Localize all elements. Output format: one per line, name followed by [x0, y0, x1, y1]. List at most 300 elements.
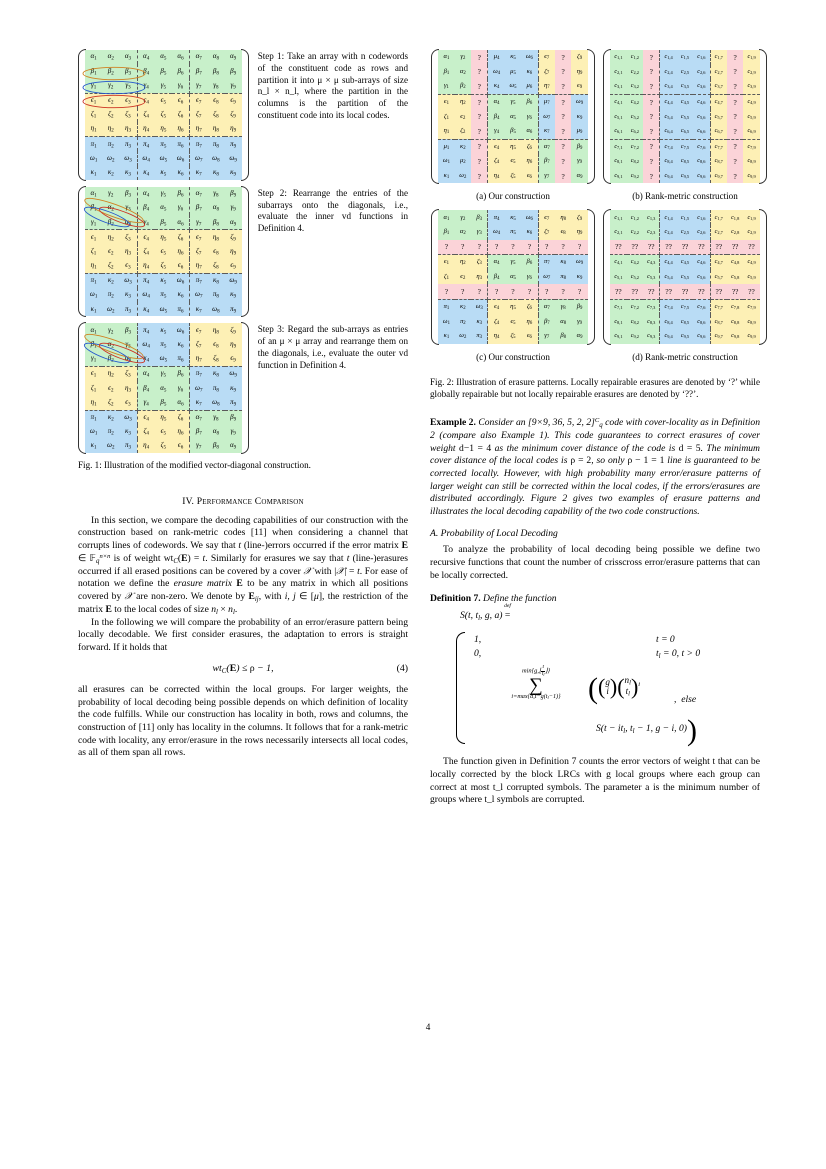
matrix-cell: $\pi_9$	[225, 137, 242, 152]
matrix-cell: $\omega_8$	[207, 395, 224, 410]
matrix-cell: ??	[710, 240, 727, 255]
matrix-cell: ϵ8	[555, 225, 571, 240]
matrix-cell: c5,1	[610, 109, 626, 124]
matrix-row	[85, 122, 242, 137]
matrix-cell: ζ6	[521, 139, 538, 154]
matrix-cell: $\gamma_5$	[155, 366, 172, 381]
matrix-cell: ?	[471, 284, 488, 299]
matrix-cell: c4,6	[693, 94, 710, 109]
matrix-cell: ??	[677, 240, 693, 255]
left-paren	[603, 49, 611, 184]
matrix-cell: $\zeta_3$	[119, 366, 137, 381]
matrix-row	[85, 395, 242, 410]
matrix-cell: $\beta_3$	[119, 187, 137, 201]
left-paren	[78, 49, 86, 181]
matrix-cell: η2	[455, 94, 471, 109]
matrix-cell: ?	[643, 169, 660, 184]
matrix-cell: $\gamma_7$	[190, 439, 208, 453]
matrix-cell: c2,1	[610, 65, 626, 80]
figure2-panel-b-label: (b) Rank-metric construction	[632, 191, 738, 202]
matrix-cell: c7,9	[743, 139, 759, 154]
matrix-cell: c7,2	[627, 299, 643, 314]
matrix-cell: $\epsilon_9$	[225, 93, 242, 108]
matrix-cell: κ5	[505, 210, 521, 225]
matrix-cell: $\gamma_2$	[102, 323, 119, 337]
matrix-cell: $\pi_5$	[155, 338, 172, 352]
matrix-cell: $\gamma_4$	[137, 215, 155, 230]
matrix-row	[85, 151, 242, 165]
matrix-cell: ϵ6	[521, 169, 538, 184]
matrix-cell: $\zeta_1$	[85, 244, 102, 258]
matrix-cell: ϵ5	[505, 315, 521, 330]
matrix-cell: γ8	[555, 299, 571, 314]
matrix-row	[85, 64, 242, 78]
matrix-cell: ?	[488, 284, 505, 299]
matrix-cell: c8,5	[677, 154, 693, 169]
equation-4	[78, 663, 408, 675]
matrix-cell: $\kappa_8$	[207, 366, 224, 381]
matrix-row	[85, 259, 242, 274]
matrix-cell: α2	[455, 65, 471, 80]
matrix-row	[610, 65, 760, 80]
matrix-cell: $\alpha_8$	[207, 50, 224, 64]
matrix-cell: ?	[643, 154, 660, 169]
matrix-cell: π5	[505, 225, 521, 240]
matrix-cell: $\beta_8$	[207, 64, 224, 78]
matrix-cell: β9	[571, 139, 587, 154]
matrix-cell: ζ4	[488, 315, 505, 330]
matrix-cell: $\pi_1$	[85, 137, 102, 152]
matrix-cell: ?	[555, 109, 571, 124]
matrix-cell: $\alpha_2$	[102, 50, 119, 64]
right-paren	[241, 322, 249, 454]
right-paren	[759, 49, 767, 184]
matrix-cell: π1	[438, 299, 454, 314]
matrix-cell: ω6	[521, 50, 538, 65]
matrix-cell: c9,5	[677, 329, 693, 344]
matrix-cell: $\zeta_5$	[155, 259, 172, 274]
matrix-cell: η5	[505, 299, 521, 314]
matrix-cell: $\omega_6$	[172, 273, 190, 288]
matrix-cell: $\kappa_1$	[85, 439, 102, 453]
figure2-caption: Fig. 2: Illustration of erasure patterns. Locally repairable erasures are denoted by ‘?’ while globally repairable but not locally repairable erasures are denoted by ‘??’.	[430, 376, 760, 399]
matrix-cell: c7,7	[710, 299, 727, 314]
matrix-cell: ??	[727, 240, 743, 255]
matrix-cell: π3	[471, 329, 488, 344]
fig1-step2-text: Step 2: Rearrange the entries of the subarrays onto the diagonals, i.e., evaluate the inner vd functions in Definition 4.	[257, 187, 408, 234]
matrix-cell: α9	[571, 329, 587, 344]
matrix-cell: ?	[555, 240, 571, 255]
matrix-cell: ?	[471, 65, 488, 80]
matrix-cell: c5,7	[710, 109, 727, 124]
matrix-cell: ?	[727, 65, 743, 80]
matrix-row	[85, 410, 242, 425]
matrix-cell: ??	[677, 284, 693, 299]
formula-else-label: , else	[674, 694, 697, 706]
matrix-cell: c1,5	[677, 210, 693, 225]
matrix-cell: c7,7	[710, 139, 727, 154]
matrix-cell: ϵ7	[538, 50, 555, 65]
matrix-cell: c5,5	[677, 270, 693, 285]
matrix-cell: $\kappa_1$	[85, 302, 102, 316]
matrix-row	[85, 108, 242, 122]
matrix-cell: c7,3	[643, 299, 660, 314]
matrix-cell: $\pi_2$	[102, 425, 119, 439]
matrix-cell: η3	[471, 270, 488, 285]
matrix-cell: ω6	[521, 210, 538, 225]
matrix-cell: $\eta_4$	[137, 439, 155, 453]
matrix-cell: $\zeta_2$	[102, 395, 119, 410]
matrix-cell: $\alpha_9$	[225, 439, 242, 453]
matrix-row	[438, 225, 588, 240]
matrix-cell: $\epsilon_1$	[85, 93, 102, 108]
matrix-cell: ??	[710, 284, 727, 299]
formula-case-2-value: 0,	[474, 648, 482, 660]
matrix-cell: β2	[455, 79, 471, 94]
matrix-cell: $\beta_4$	[137, 64, 155, 78]
matrix-cell: $\pi_6$	[172, 302, 190, 316]
matrix-cell: c7,6	[693, 299, 710, 314]
matrix-row	[438, 109, 588, 124]
matrix-cell: $\omega_3$	[119, 410, 137, 425]
matrix-cell: $\gamma_9$	[225, 425, 242, 439]
matrix-cell: $\eta_4$	[137, 122, 155, 137]
matrix-cell: $\zeta_3$	[119, 230, 137, 245]
matrix-cell: $\kappa_2$	[102, 410, 119, 425]
matrix-cell: α1	[438, 210, 454, 225]
matrix-cell: $\zeta_7$	[190, 244, 208, 258]
matrix-cell: c5,1	[610, 270, 626, 285]
matrix-row	[610, 284, 760, 299]
matrix-cell: γ3	[471, 225, 488, 240]
matrix-row	[85, 273, 242, 288]
matrix-cell: $\kappa_6$	[172, 166, 190, 180]
matrix-cell: κ7	[538, 124, 555, 139]
matrix-cell: $\alpha_6$	[172, 395, 190, 410]
matrix-cell: $\alpha_4$	[137, 50, 155, 64]
matrix-cell: c8,2	[627, 315, 643, 330]
matrix-cell: c1,3	[643, 210, 660, 225]
matrix-cell: $\omega_6$	[172, 151, 190, 165]
matrix-cell: ϵ2	[455, 109, 471, 124]
matrix-cell: ?	[438, 284, 454, 299]
matrix-cell: c5,9	[743, 109, 759, 124]
matrix-cell: $\kappa_2$	[102, 166, 119, 180]
example-2: Example 2. Consider an [9×9, 36, 5, 2, 2]Cq code with cover-locality as in Definition 2 (compare also Example 1). This code guarantees to correct erasures of cover weight d−1 = 4 as the minimum cover distance of the code is d = 5. The minimum cover distance of the local codes is ρ = 2, so only ρ − 1 = 1 line is guaranteed to be corrected locally. However, with high probability many error/erasure patterns of larger weight can still be corrected within the local codes, if the errors/erasures are distributed accordingly. Figure 2 gives two examples of erasure patterns and illustrates the local decoding capability of the two code constructions.	[430, 417, 761, 517]
matrix-cell: $\epsilon_7$	[190, 323, 208, 337]
matrix-cell: $\alpha_2$	[102, 201, 119, 215]
matrix-cell: c9,2	[627, 169, 643, 184]
equation-body: wtC(E) ≤ ρ − 1,	[212, 663, 274, 676]
matrix-cell: κ1	[438, 169, 454, 184]
matrix-row	[85, 302, 242, 316]
matrix-cell: ζ3	[471, 255, 488, 270]
matrix-row	[610, 94, 760, 109]
matrix-cell: $\alpha_7$	[190, 50, 208, 64]
matrix-cell: $\pi_2$	[102, 288, 119, 302]
two-column-layout	[78, 50, 778, 807]
figure2-panel-a	[427, 50, 599, 210]
matrix-cell: $\pi_5$	[155, 137, 172, 152]
matrix-cell: $\gamma_4$	[137, 78, 155, 93]
text-run: are non-zero. We denote by	[132, 590, 249, 602]
matrix-cell: $\eta_7$	[190, 259, 208, 274]
matrix-row	[85, 439, 242, 453]
matrix-cell: $\alpha_9$	[225, 50, 242, 64]
matrix-cell: η5	[505, 139, 521, 154]
matrix-row	[438, 315, 588, 330]
matrix-cell: ζ5	[505, 169, 521, 184]
matrix-cell: $\omega_8$	[207, 151, 224, 165]
matrix-cell: $\epsilon_2$	[102, 381, 119, 395]
matrix-cell: c7,1	[610, 299, 626, 314]
sum-upper-limit: min{g,⌊ t tl⌋}	[521, 664, 551, 677]
matrix-cell: $\epsilon_7$	[190, 230, 208, 245]
matrix-cell: η7	[538, 79, 555, 94]
matrix-cell: α2	[455, 225, 471, 240]
matrix-cell: β1	[438, 65, 454, 80]
example-label: Example 2.	[430, 417, 476, 429]
matrix-cell: $\kappa_7$	[190, 302, 208, 316]
matrix-cell: c2,7	[710, 65, 727, 80]
matrix-cell: $\epsilon_3$	[119, 395, 137, 410]
matrix-cell: $\kappa_2$	[102, 273, 119, 288]
matrix-cell: ?	[555, 50, 571, 65]
matrix-cell: ?	[438, 240, 454, 255]
matrix-cell: $\omega_1$	[85, 288, 102, 302]
matrix-cell: ?	[538, 284, 555, 299]
matrix-cell: $\pi_9$	[225, 302, 242, 316]
matrix-row	[85, 187, 242, 201]
paragraph-intro: In this section, we compare the decoding capabilities of our construction with the construction based on rank-metric codes [11] when considering a channel that corrupts lines of codewords. We say that t (line-)errors occurred if the error matrix E ∈ 𝔽q$^{n\times n}$ is of weight wtC(E) = t. Similarly for erasures we say that t (line-)erasures occurred if all erased positions can be covered by a cover 𝒳 with |𝒳| = t. For ease of notation we define the erasure matrix E to be any matrix in which all positions covered by 𝒳 are non-zero. We denote by Eij, with i, j ∈ [μ], the restriction of the matrix E to the local codes of size nl × nl.	[78, 514, 409, 616]
matrix-cell: ζ7	[538, 65, 555, 80]
matrix-cell: γ5	[505, 94, 521, 109]
matrix-cell: $\gamma_4$	[137, 395, 155, 410]
matrix-cell: γ7	[538, 329, 555, 344]
matrix-cell: ?	[521, 240, 538, 255]
matrix-cell: ??	[693, 240, 710, 255]
matrix-cell: ?	[455, 240, 471, 255]
matrix-cell: $\kappa_9$	[225, 166, 242, 180]
piecewise-brace	[456, 632, 465, 744]
matrix-cell: ?	[727, 169, 743, 184]
matrix-cell: $\alpha_1$	[85, 50, 102, 64]
matrix-cell: $\alpha_2$	[102, 338, 119, 352]
figure2-panel-c	[427, 210, 599, 370]
matrix-cell: $\alpha_8$	[207, 425, 224, 439]
matrix-cell: $\eta_2$	[102, 122, 119, 137]
matrix-row	[438, 50, 588, 65]
matrix-cell: c8,9	[743, 315, 759, 330]
matrix-cell: $\omega_2$	[102, 302, 119, 316]
figure2-panel-b	[599, 50, 771, 210]
matrix-cell: $\alpha_3$	[119, 215, 137, 230]
text-run: . The minimum cover distance of the local codes is	[430, 442, 760, 467]
matrix-cell: ?	[643, 139, 660, 154]
matrix-cell: $\epsilon_6$	[172, 93, 190, 108]
matrix-cell: ω7	[538, 270, 555, 285]
matrix-cell: $\omega_9$	[225, 151, 242, 165]
figure2-panel-d-label: (d) Rank-metric construction	[632, 351, 738, 362]
matrix-cell: $\alpha_6$	[172, 215, 190, 230]
matrix-cell: c4,7	[710, 94, 727, 109]
matrix-cell: β7	[538, 154, 555, 169]
matrix-cell: γ2	[455, 210, 471, 225]
matrix-cell: $\pi_8$	[207, 288, 224, 302]
matrix-row	[610, 225, 760, 240]
fig2-matrix-d	[603, 210, 767, 343]
matrix-cell: c1,8	[727, 210, 743, 225]
matrix-cell: $\omega_7$	[190, 151, 208, 165]
math-rho-value: ρ = 2	[570, 455, 592, 467]
matrix-cell: $\kappa_4$	[137, 352, 155, 367]
matrix-cell: c8,9	[743, 154, 759, 169]
matrix-cell: $\epsilon_6$	[172, 439, 190, 453]
matrix-cell: $\zeta_5$	[155, 439, 172, 453]
matrix-cell: γ9	[571, 154, 587, 169]
matrix-cell: ?	[643, 109, 660, 124]
matrix-cell: ??	[643, 240, 660, 255]
matrix-cell: ω5	[505, 79, 521, 94]
matrix-cell: $\gamma_1$	[85, 352, 102, 367]
matrix-cell: $\omega_5$	[155, 151, 172, 165]
matrix-cell: μ6	[521, 79, 538, 94]
matrix-cell: η6	[521, 315, 538, 330]
matrix-cell: $\alpha_1$	[85, 187, 102, 201]
matrix-cell: ?	[555, 65, 571, 80]
matrix-cell: ?	[643, 79, 660, 94]
matrix-row	[610, 210, 760, 225]
matrix-cell: η4	[488, 329, 505, 344]
matrix-cell: $\gamma_2$	[102, 187, 119, 201]
matrix-cell: ζ9	[571, 50, 587, 65]
matrix-cell: ?	[471, 139, 488, 154]
matrix-row	[85, 323, 242, 337]
matrix-cell: $\beta_2$	[102, 352, 119, 367]
matrix-cell: $\zeta_4$	[137, 425, 155, 439]
matrix-cell: c4,2	[627, 94, 643, 109]
matrix-cell: $\alpha_7$	[190, 187, 208, 201]
matrix-cell: $\beta_1$	[85, 338, 102, 352]
matrix-cell: c8,3	[643, 315, 660, 330]
matrix-cell: c4,6	[693, 255, 710, 270]
matrix-cell: c1,6	[693, 50, 710, 65]
matrix-cell: c1,1	[610, 50, 626, 65]
matrix-cell: $\kappa_5$	[155, 273, 172, 288]
matrix-cell: c5,4	[660, 109, 677, 124]
matrix-cell: $\omega_4$	[137, 151, 155, 165]
matrix-cell: $\alpha_5$	[155, 201, 172, 215]
matrix-cell: $\omega_6$	[172, 323, 190, 337]
matrix-cell: $\eta_1$	[85, 259, 102, 274]
matrix-cell: κ4	[488, 79, 505, 94]
matrix-cell: c9,1	[610, 329, 626, 344]
matrix-cell: $\beta_7$	[190, 201, 208, 215]
matrix-cell: c7,1	[610, 139, 626, 154]
matrix-cell: $\beta_8$	[207, 215, 224, 230]
matrix-row	[438, 79, 588, 94]
page-number: 4	[425, 1022, 431, 1032]
matrix-cell: c3,1	[610, 79, 626, 94]
matrix-cell: c4,4	[660, 255, 677, 270]
text-run: code with cover-locality as in Definition 2 (compare also Example 1). This code guarantees to correct erasures of cover weight	[430, 417, 760, 454]
matrix-cell: ζ5	[505, 329, 521, 344]
matrix-cell: $\alpha_4$	[137, 187, 155, 201]
matrix-cell: $\alpha_8$	[207, 201, 224, 215]
matrix-cell: c5,7	[710, 270, 727, 285]
matrix-cell: $\kappa_8$	[207, 273, 224, 288]
matrix-cell: ?	[505, 240, 521, 255]
matrix-cell: η1	[438, 124, 454, 139]
matrix-cell: $\omega_3$	[119, 151, 137, 165]
page-content	[78, 50, 778, 1070]
matrix-cell: c9,4	[660, 169, 677, 184]
matrix-cell: ?	[471, 50, 488, 65]
matrix-cell: c4,2	[627, 255, 643, 270]
definition-label: Definition 7.	[430, 593, 481, 605]
matrix-cell: c2,9	[743, 225, 759, 240]
matrix-cell: ζ1	[438, 109, 454, 124]
matrix-cell: $\beta_7$	[190, 425, 208, 439]
matrix-cell: c2,1	[610, 225, 626, 240]
fig1-matrix-1	[78, 50, 249, 180]
matrix-cell: c7,4	[660, 139, 677, 154]
matrix-cell: π2	[455, 315, 471, 330]
left-paren	[78, 186, 86, 318]
matrix-cell: $\eta_7$	[190, 122, 208, 137]
matrix-cell: $\epsilon_8$	[207, 93, 224, 108]
matrix-cell: η8	[555, 210, 571, 225]
matrix-table	[85, 187, 242, 317]
matrix-row	[438, 255, 588, 270]
matrix-cell: $\beta_9$	[225, 410, 242, 425]
text-run: to the local codes of size	[111, 603, 212, 615]
matrix-row	[85, 338, 242, 352]
matrix-cell: c6,9	[743, 124, 759, 139]
matrix-cell: ?	[555, 169, 571, 184]
matrix-cell: $\beta_3$	[119, 323, 137, 337]
matrix-cell: c4,1	[610, 255, 626, 270]
matrix-cell: c6,7	[710, 124, 727, 139]
matrix-cell: ?	[471, 79, 488, 94]
matrix-cell: $\omega_5$	[155, 352, 172, 367]
matrix-row	[85, 50, 242, 64]
matrix-cell: ϵ2	[455, 270, 471, 285]
subsection-a-heading: A. Probability of Local Decoding	[430, 528, 558, 540]
matrix-cell: κ6	[521, 65, 538, 80]
formula-function-name: S(t, tl, g, a) def =	[460, 603, 511, 623]
matrix-row	[438, 65, 588, 80]
matrix-cell: $\eta_9$	[225, 122, 242, 137]
matrix-cell: η4	[488, 169, 505, 184]
matrix-cell: c7,5	[677, 299, 693, 314]
section-title: Performance Comparison	[196, 495, 304, 507]
right-paren	[587, 49, 595, 184]
matrix-cell: $\zeta_1$	[85, 381, 102, 395]
matrix-cell: c9,8	[727, 329, 743, 344]
matrix-cell: $\zeta_3$	[119, 108, 137, 122]
matrix-cell: c5,5	[677, 109, 693, 124]
matrix-cell: $\epsilon_3$	[119, 259, 137, 274]
matrix-cell: $\epsilon_7$	[190, 93, 208, 108]
matrix-cell: $\zeta_1$	[85, 108, 102, 122]
matrix-cell: ??	[660, 240, 677, 255]
right-column	[430, 50, 760, 807]
matrix-row	[85, 381, 242, 395]
text-run: , so only	[591, 455, 628, 467]
equation-number: (4)	[396, 663, 408, 675]
matrix-cell: c7,6	[693, 139, 710, 154]
